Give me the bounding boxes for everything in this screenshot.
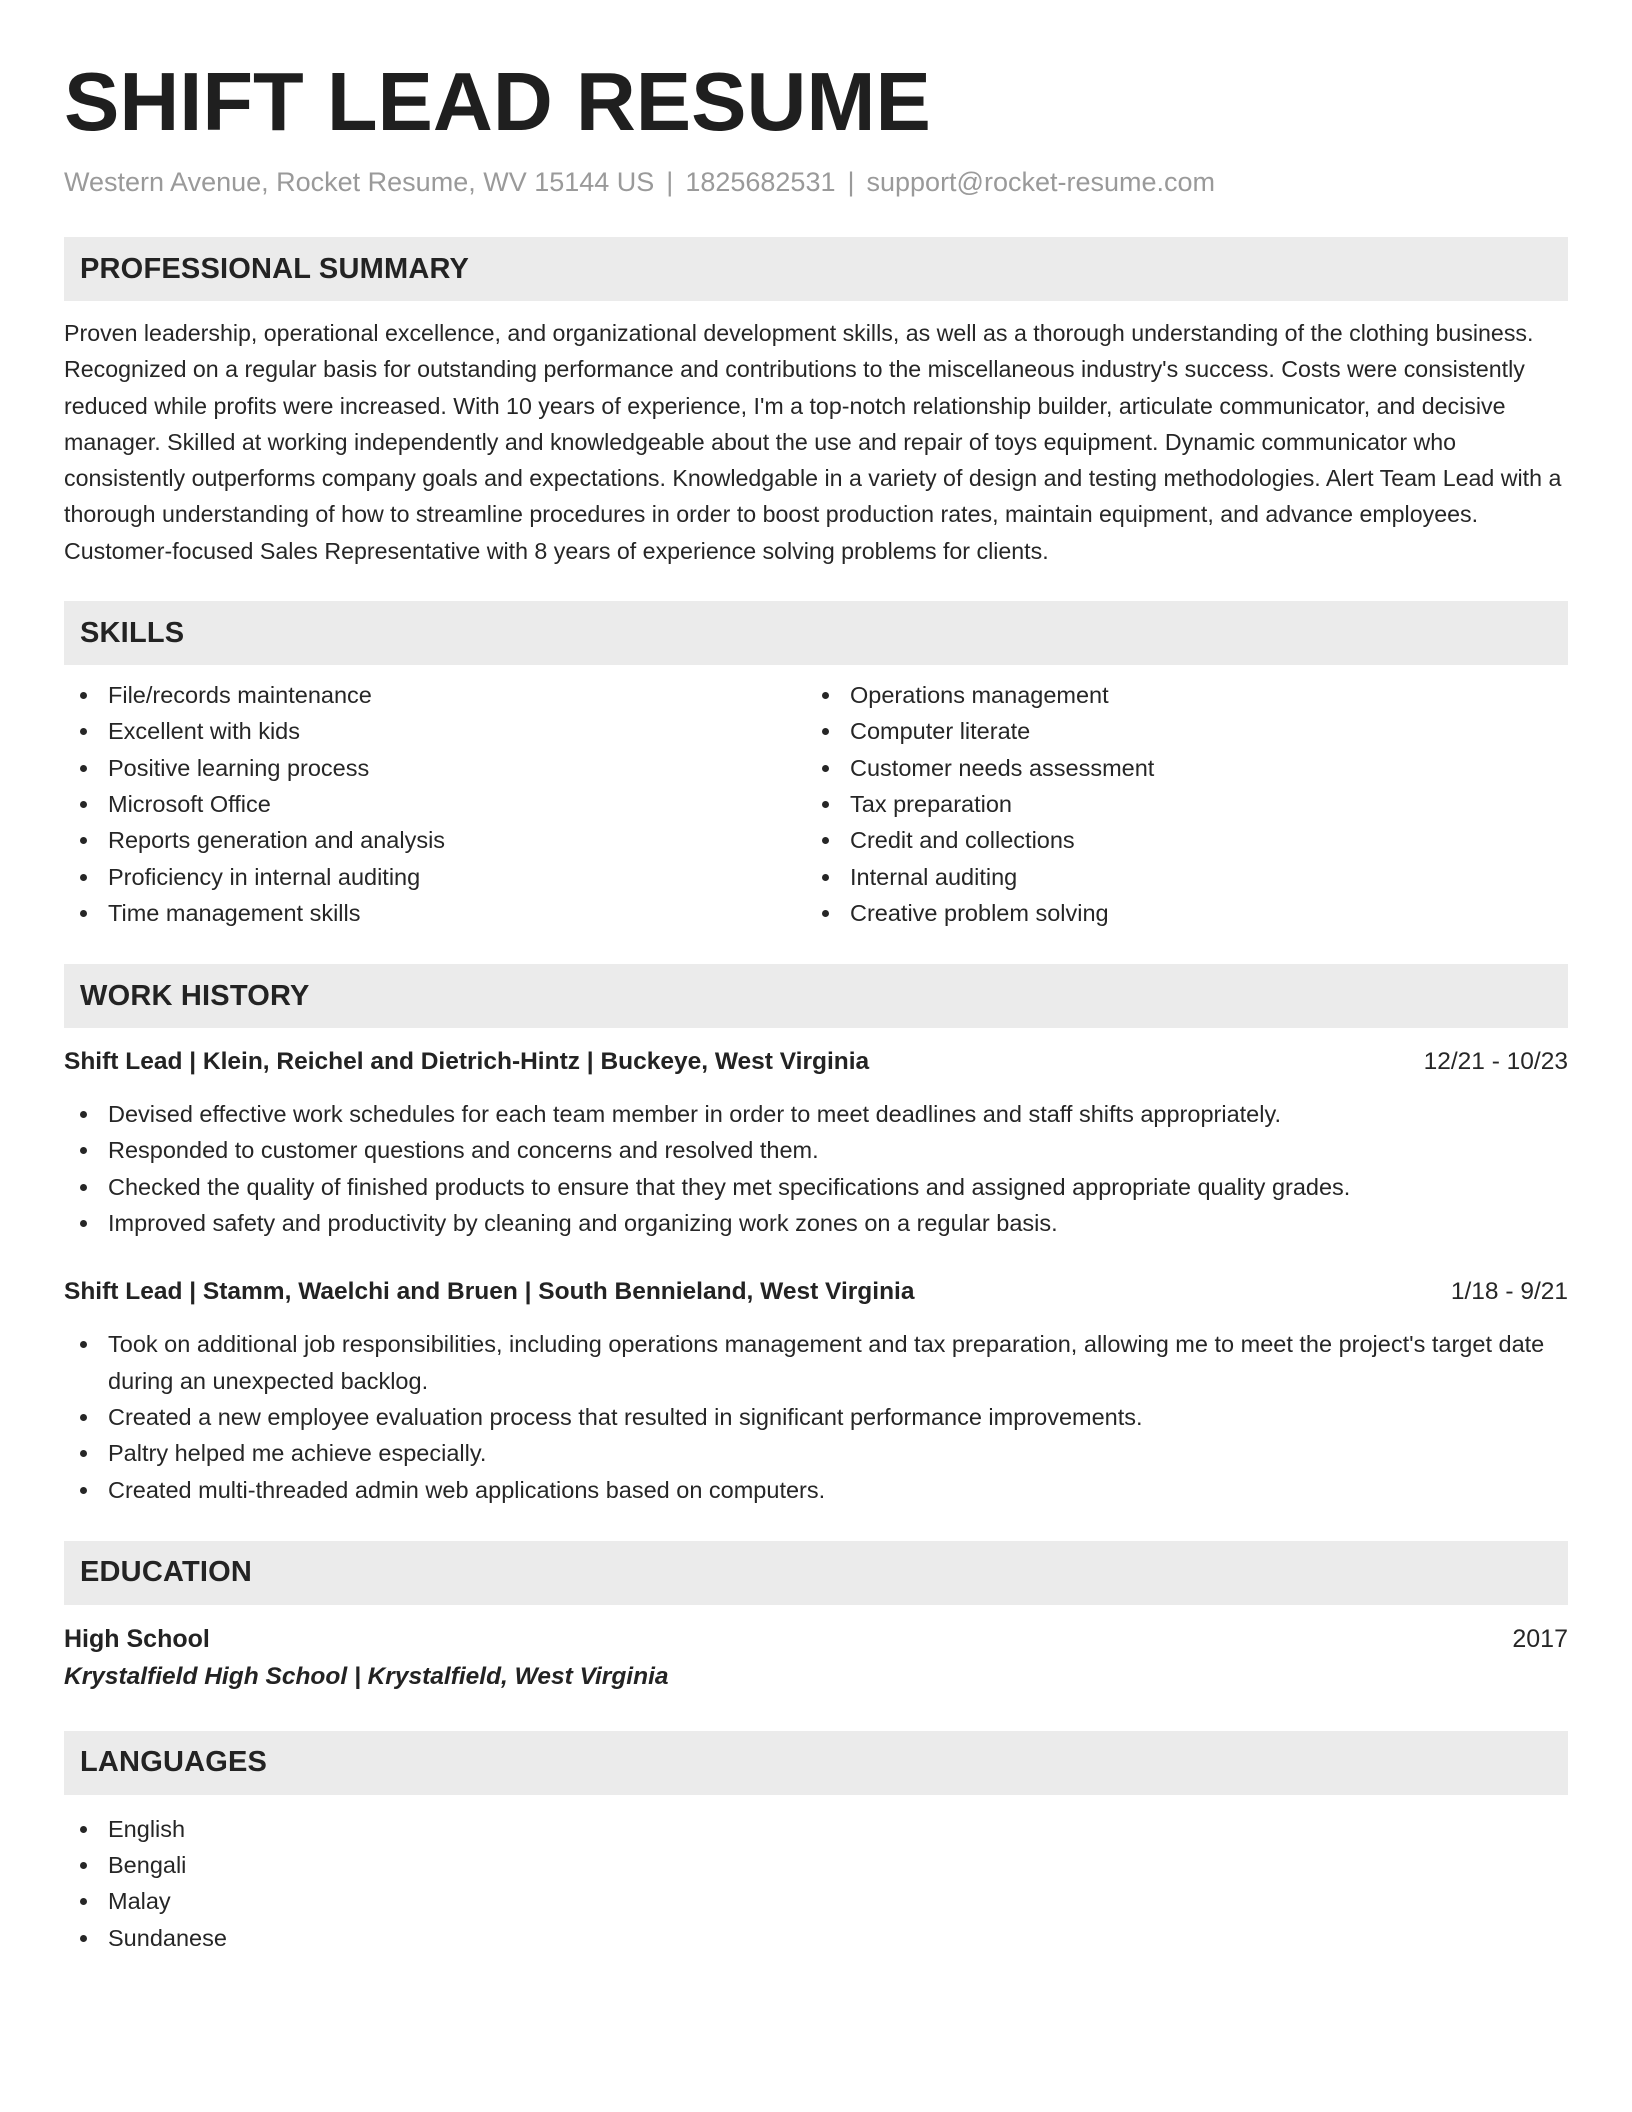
contact-line bbox=[64, 164, 1568, 200]
job-dates: 12/21 - 10/23 bbox=[1423, 1048, 1568, 1076]
skill-item: Computer literate bbox=[806, 713, 1548, 749]
education-degree: High School bbox=[64, 1624, 210, 1653]
skills-right-list bbox=[806, 677, 1548, 931]
section-header-skills: SKILLS bbox=[64, 601, 1568, 665]
section-header-education: EDUCATION bbox=[64, 1541, 1568, 1605]
job-bullet: Responded to customer questions and concerns and resolved them. bbox=[64, 1132, 1568, 1168]
job-bullet: Created multi-threaded admin web applications based on computers. bbox=[64, 1472, 1568, 1508]
job-bullet: Paltry helped me achieve especially. bbox=[64, 1435, 1568, 1471]
language-item: English bbox=[64, 1811, 1568, 1847]
skill-item: Tax preparation bbox=[806, 786, 1548, 822]
language-item: Malay bbox=[64, 1883, 1568, 1919]
job-bullets bbox=[64, 1096, 1568, 1241]
skills-grid bbox=[64, 677, 1568, 931]
job-title: Shift Lead | Klein, Reichel and Dietrich-Hintz | Buckeye, West Virginia bbox=[64, 1048, 870, 1076]
section-header-summary: PROFESSIONAL SUMMARY bbox=[64, 237, 1568, 301]
skill-item: Time management skills bbox=[64, 895, 806, 931]
skill-item: Internal auditing bbox=[806, 859, 1548, 895]
job-bullet: Created a new employee evaluation process that resulted in significant performance improvements. bbox=[64, 1399, 1568, 1435]
resume-page bbox=[64, 52, 1568, 1956]
education-year: 2017 bbox=[1512, 1624, 1568, 1653]
languages-list bbox=[64, 1811, 1568, 1956]
language-item: Sundanese bbox=[64, 1920, 1568, 1956]
section-header-languages: LANGUAGES bbox=[64, 1731, 1568, 1795]
education-school: Krystalfield High School | Krystalfield, West Virginia bbox=[64, 1662, 669, 1690]
skill-item: File/records maintenance bbox=[64, 677, 806, 713]
job-entry bbox=[64, 1274, 1568, 1507]
skill-item: Proficiency in internal auditing bbox=[64, 859, 806, 895]
skill-item: Customer needs assessment bbox=[806, 750, 1548, 786]
language-item: Bengali bbox=[64, 1847, 1568, 1883]
job-bullet: Took on additional job responsibilities, including operations management and tax preparation, allowing me to meet the project's target date during an unexpected backlog. bbox=[64, 1326, 1568, 1399]
skill-item: Reports generation and analysis bbox=[64, 822, 806, 858]
contact-separator: | bbox=[847, 167, 855, 197]
skill-item: Operations management bbox=[806, 677, 1548, 713]
skill-item: Excellent with kids bbox=[64, 713, 806, 749]
contact-address: Western Avenue, Rocket Resume, WV 15144 US bbox=[64, 167, 655, 197]
job-bullet: Checked the quality of finished products to ensure that they met specifications and assigned appropriate quality grades. bbox=[64, 1169, 1568, 1205]
resume-title: SHIFT LEAD RESUME bbox=[64, 55, 931, 148]
skill-item: Positive learning process bbox=[64, 750, 806, 786]
contact-email: support@rocket-resume.com bbox=[866, 167, 1216, 197]
job-header bbox=[64, 1274, 1568, 1310]
education-header bbox=[64, 1621, 1568, 1657]
skills-left-list bbox=[64, 677, 806, 931]
skill-item: Credit and collections bbox=[806, 822, 1548, 858]
job-header bbox=[64, 1044, 1568, 1080]
job-dates: 1/18 - 9/21 bbox=[1450, 1278, 1568, 1306]
skill-item: Creative problem solving bbox=[806, 895, 1548, 931]
contact-separator: | bbox=[666, 167, 674, 197]
contact-phone: 1825682531 bbox=[685, 167, 836, 197]
summary-text: Proven leadership, operational excellence, and organizational development skills, as well as a thorough understanding of the clothing business. Recognized on a regular basis for outstanding performance and contributions to the miscellaneous industry's success. Costs were consistently reduced while profits were increased. With 10 years of experience, I'm a top-notch relationship builder, articulate communicator, and decisive manager. Skilled at working independently and knowledgeable about the use and repair of toys equipment. Dynamic communicator who consistently outperforms company goals and expectations. Knowledgable in a variety of design and testing methodologies. Alert Team Lead with a thorough understanding of how to streamline procedures in order to boost production rates, maintain equipment, and advance employees. Customer-focused Sales Representative with 8 years of experience solving problems for clients. bbox=[64, 320, 1562, 564]
job-bullet: Devised effective work schedules for each team member in order to meet deadlines and staff shifts appropriately. bbox=[64, 1096, 1568, 1132]
section-header-work-history: WORK HISTORY bbox=[64, 964, 1568, 1028]
education-entry bbox=[64, 1621, 1568, 1695]
job-bullets bbox=[64, 1326, 1568, 1507]
job-bullet: Improved safety and productivity by cleaning and organizing work zones on a regular basis. bbox=[64, 1205, 1568, 1241]
job-title: Shift Lead | Stamm, Waelchi and Bruen | South Bennieland, West Virginia bbox=[64, 1278, 915, 1306]
skill-item: Microsoft Office bbox=[64, 786, 806, 822]
job-entry bbox=[64, 1044, 1568, 1241]
